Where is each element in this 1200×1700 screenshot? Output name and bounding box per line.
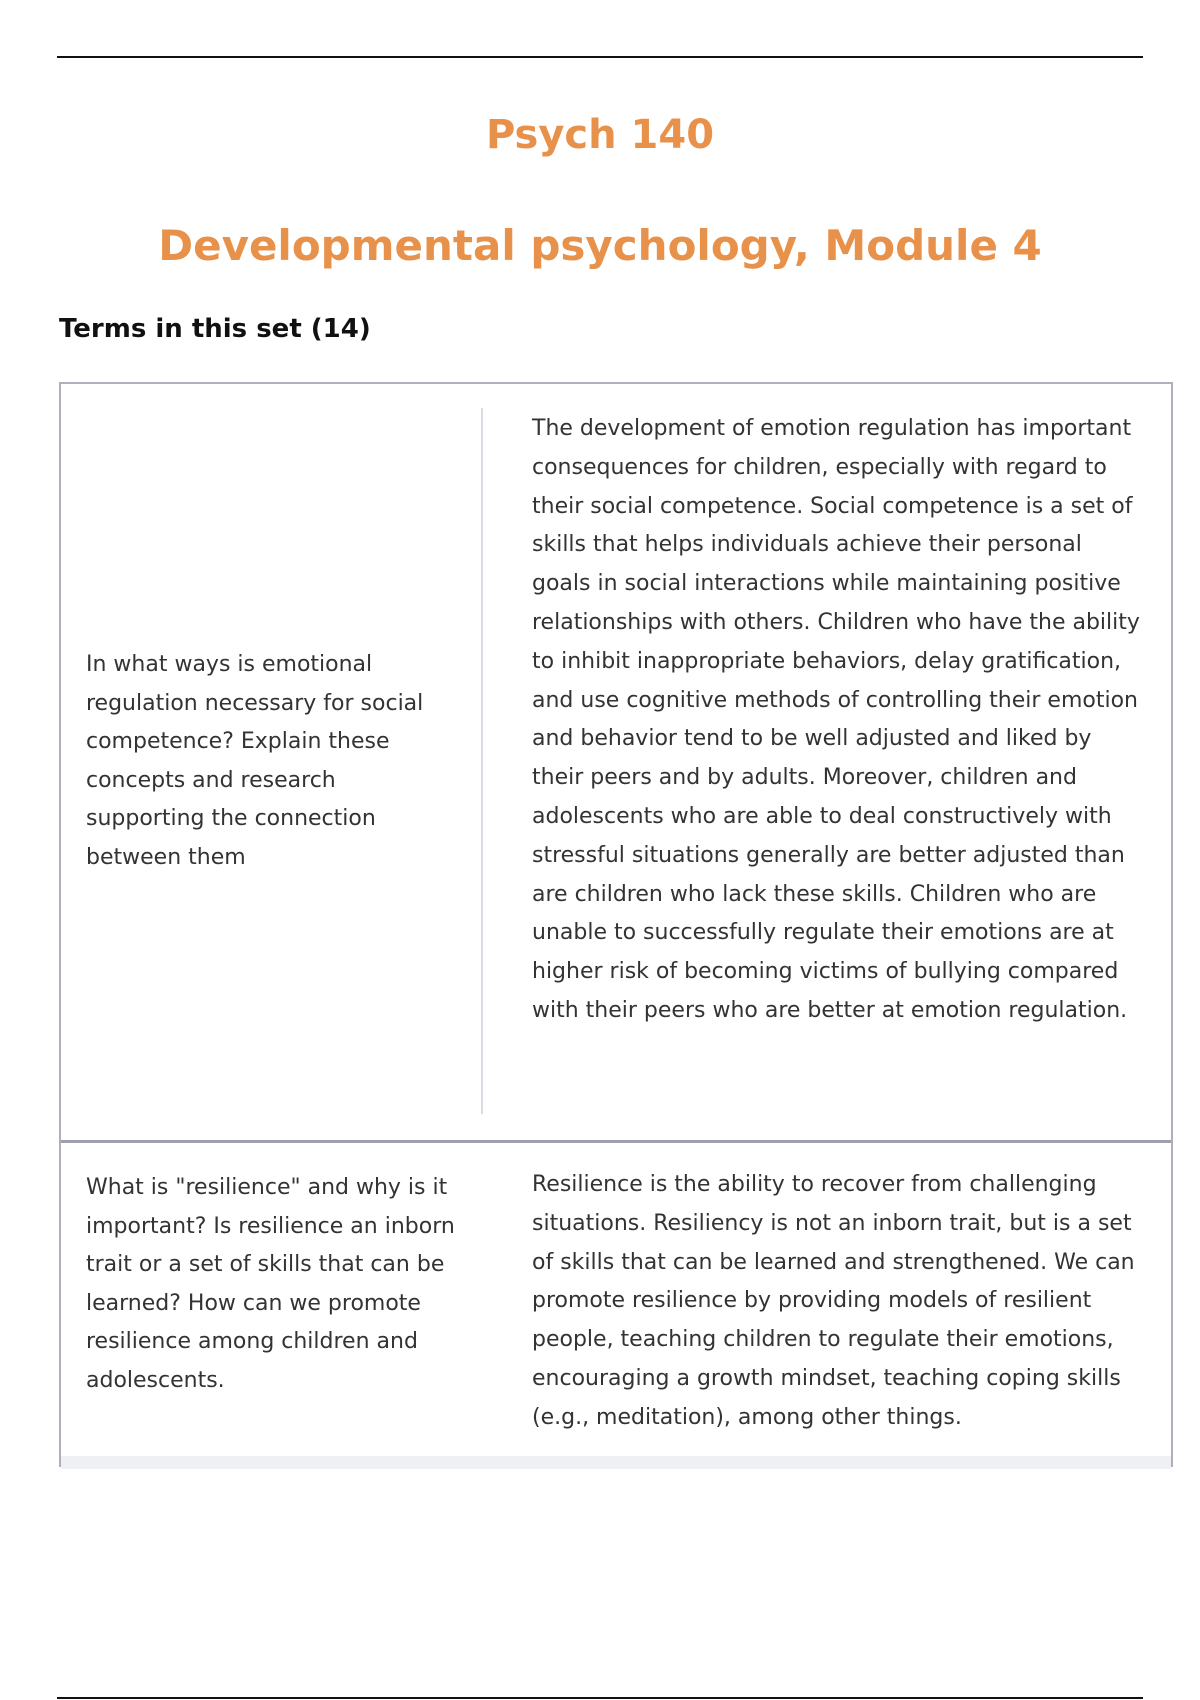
card-term: In what ways is emotional regulation necessary for social competence? Explain these concepts and research supporting the connection between them — [86, 652, 424, 870]
card-table-fade — [61, 1456, 1171, 1469]
flashcard-row — [61, 384, 1171, 1143]
card-definition: The development of emotion regulation has important consequences for children, especially with regard to their social competence. Social competence is a set of skills that helps individuals achieve their personal goals in social interactions while maintaining positive relationships with others. Children who have the ability to inhibit inappropriate behaviors, delay gratification, and use cognitive methods of controlling their emotion and behavior tend to be well adjusted and liked by their peers and by adults. Moreover, children and adolescents who are able to deal constructively with stressful situations generally are better adjusted than are children who lack these skills. Children who are unable to successfully regulate their emotions are at higher risk of becoming victims of bullying compared with their peers who are better at emotion regulation. — [532, 416, 1140, 1023]
card-column-divider — [481, 408, 483, 1114]
bottom-rule — [57, 1697, 1143, 1699]
flashcard-row — [61, 1143, 1171, 1456]
card-term: What is "resilience" and why is it important? Is resilience an inborn trait or a set of skills that can be learned? How can we promote resilience among children and adolescents. — [86, 1175, 455, 1393]
top-rule — [57, 56, 1143, 58]
module-title: Developmental psychology, Module 4 — [158, 221, 1042, 270]
course-title: Psych 140 — [485, 112, 715, 158]
terms-count-heading: Terms in this set (14) — [59, 314, 371, 344]
flashcard-table — [59, 382, 1173, 1467]
card-definition: Resilience is the ability to recover from challenging situations. Resiliency is not an inborn trait, but is a set of skills that can be learned and strengthened. We can promote resilience by providing models of resilient people, teaching children to regulate their emotions, encouraging a growth mindset, teaching coping skills (e.g., meditation), among other things. — [532, 1172, 1135, 1430]
